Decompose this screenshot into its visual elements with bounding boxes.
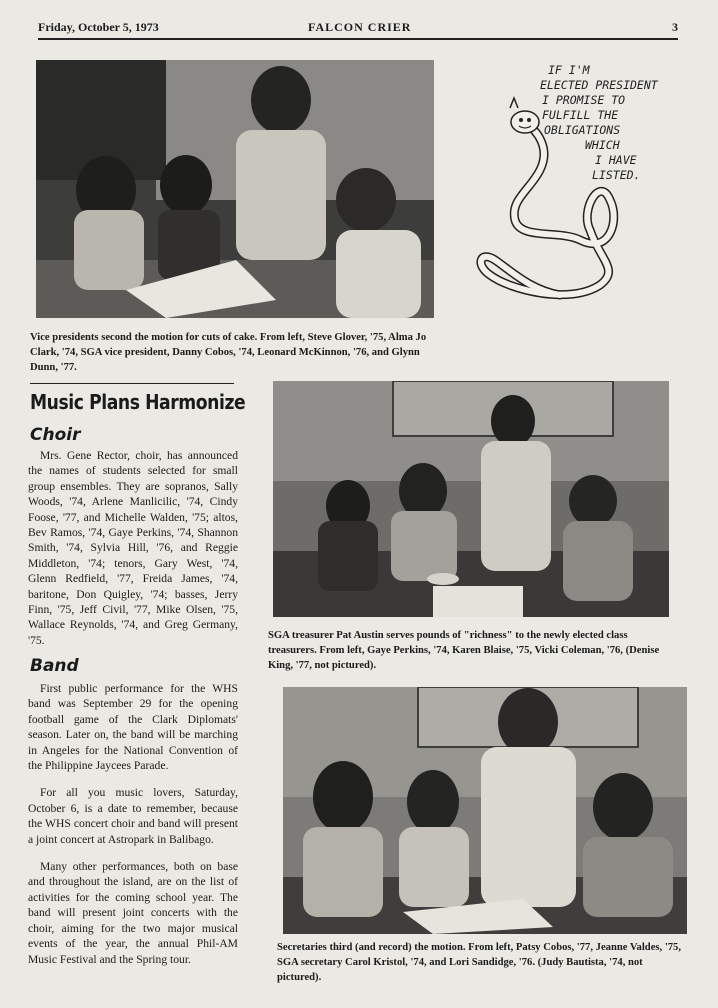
caption-photo-3: Secretaries third (and record) the motion. From left, Patsy Cobos, '77, Jeanne Valdes, '75, SGA secretary Carol Kristol, '74, and Lori Sandidge, '76. (Judy Bautista, '74, not pictured). [277, 942, 681, 983]
subhead-choir: Choir [30, 425, 81, 445]
masthead [38, 20, 678, 40]
page-number: 3 [672, 20, 678, 34]
headline-rule [30, 383, 234, 384]
issue-date: Friday, October 5, 1973 [38, 20, 159, 34]
subhead-band: Band [30, 656, 79, 676]
caption-photo-1: Vice presidents second the motion for cuts of cake. From left, Steve Glover, '75, Alma Jo Clark, '74, SGA vice president, Danny Cobos, '74, Leonard McKinnon, '76, and Glynn Dunn, '77. [30, 332, 427, 373]
speech-line-6: WHICH [585, 138, 620, 152]
choir-text [28, 448, 238, 648]
campaign-worm-cartoon [470, 60, 680, 320]
speech-line-5: OBLIGATIONS [544, 123, 621, 137]
photo-secretaries [283, 687, 687, 934]
article-headline: Music Plans Harmonize [30, 390, 246, 414]
speech-line-2: ELECTED PRESIDENT [540, 78, 658, 92]
photo-treasurers [273, 381, 669, 617]
caption-photo-2: SGA treasurer Pat Austin serves pounds of "richness" to the newly elected class treasurers. From left, Gaye Perkins, '74, Karen Blaise, '75, Vicki Coleman, '76, (Denise King, '77, not pictured). [268, 630, 660, 671]
photo-vice-presidents [36, 60, 434, 318]
speech-line-1: IF I'M [548, 63, 590, 77]
speech-line-8: LISTED. [592, 168, 641, 182]
newspaper-name: FALCON CRIER [308, 20, 412, 34]
band-paragraph-2: For all you music lovers, Saturday, October 6, is a date to remember, because the WHS concert choir and band will present a joint concert at Astropark in Balibago. [28, 786, 238, 846]
worm-illustration [470, 60, 680, 320]
band-paragraph-3: Many other performances, both on base and throughout the island, are on the list of activities for the coming school year. The band will present joint concerts with the choir, aiming for the two major musical events of the year, the annual Phil-AM Music Festival and the Spring tour. [28, 860, 238, 966]
choir-paragraph: Mrs. Gene Rector, choir, has announced the names of students selected for small group ensembles. They are sopranos, Sally Woods, '74, Arlene Manlicilic, '74, Cindy Foose, '77, and Michelle Walden, '75; altos, Bev Ramos, '74, Gaye Perkins, '74, Shannon Smith, '74, Sylvia Hill, '76, and Reggie Middleton, '74; tenors, Gary West, '74, Glenn Redfield, '77, Freida James, '74, baritone, Don Quigley, '74; basses, Jerry Finn, '75, Jeff Civil, '77, Mike Olsen, '75, Wallace Reynolds, '74, and Greg Germany, '75. [28, 449, 238, 647]
band-paragraph-1: First public performance for the WHS band was September 29 for the opening football game of the Clark Diplomats' season. Later on, the band will be marching in Angeles for the National Convention of the Philippine Jaycees Parade. [28, 682, 238, 773]
speech-line-3: I PROMISE TO [542, 93, 626, 107]
speech-line-4: FULFILL THE [542, 108, 619, 122]
speech-line-7: I HAVE [595, 153, 637, 167]
band-text [28, 681, 238, 967]
